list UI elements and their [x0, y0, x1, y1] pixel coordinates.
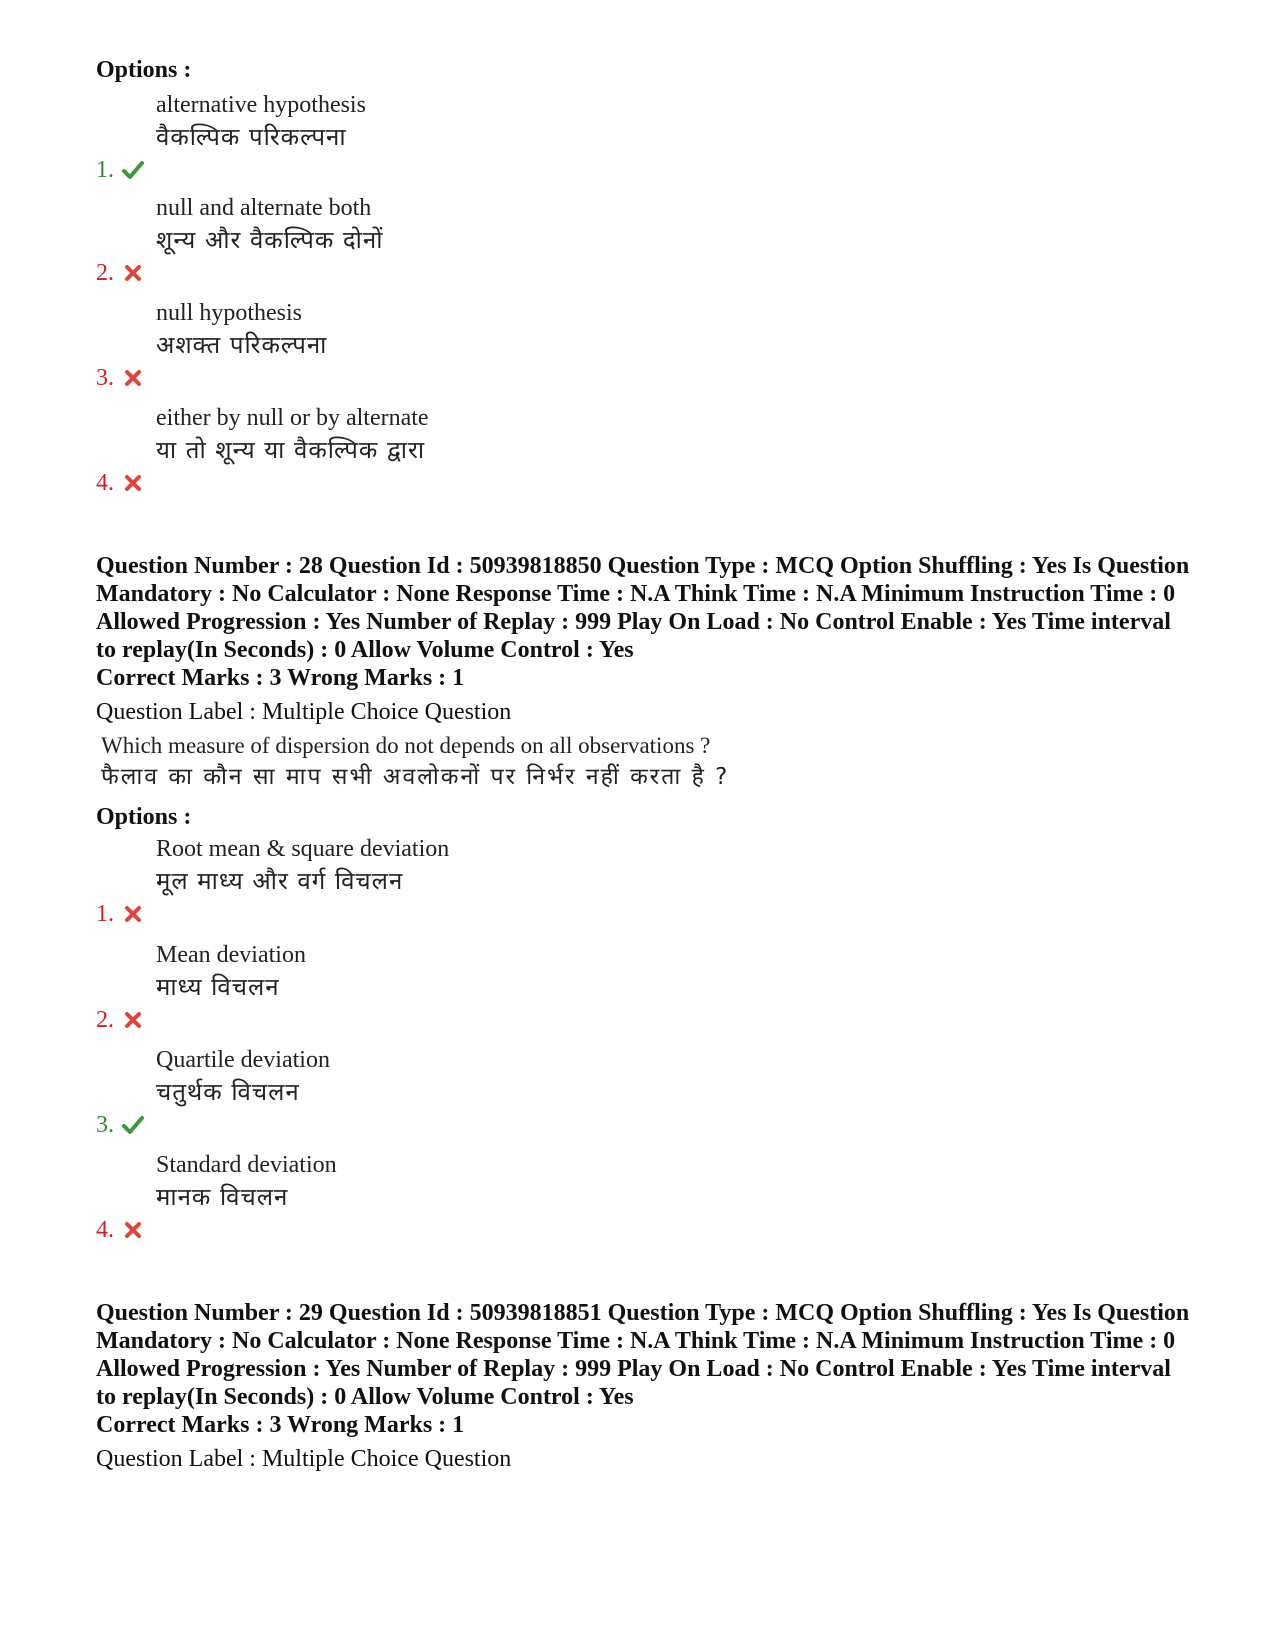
- check-icon: [122, 160, 144, 180]
- option-text-en: either by null or by alternate: [156, 405, 429, 431]
- option-text-hi: या तो शून्य या वैकल्पिक द्वारा: [156, 436, 426, 464]
- question-text-en: Which measure of dispersion do not depends on all observations ?: [101, 733, 711, 758]
- question-text-hi: फैलाव का कौन सा माप सभी अवलोकनों पर निर्भर नहीं करता है ?: [101, 764, 730, 790]
- question-meta: Question Number : 29 Question Id : 50939818851 Question Type : MCQ Option Shuffling : Yes Is Question Mandatory : No Calculator : None Response Time : N.A Think Time : N.A Minimum Instruction Time : 0 Allowed Progression : Yes Number of Replay : 999 Play On Load : No Control Enable : Yes Time interval to replay(In Seconds) : 0 Allow Volume Control : Yes: [96, 1300, 1190, 1410]
- option-4: [96, 403, 796, 499]
- option-2: [96, 940, 796, 1036]
- cross-icon: [122, 1010, 144, 1030]
- option-number: 3.: [96, 365, 114, 391]
- option-text-en: null hypothesis: [156, 300, 303, 326]
- check-icon: [122, 1115, 144, 1135]
- option-text-hi: चतुर्थक विचलन: [156, 1078, 300, 1106]
- option-number: 1.: [96, 901, 114, 927]
- option-number: 4.: [96, 1217, 114, 1243]
- option-text-hi: वैकल्पिक परिकल्पना: [156, 123, 347, 151]
- option-text-hi: मूल माध्य और वर्ग विचलन: [156, 867, 404, 895]
- option-text-en: Standard deviation: [156, 1152, 337, 1178]
- option-text-en: Root mean & square deviation: [156, 836, 450, 862]
- question-label: Question Label : Multiple Choice Question: [96, 699, 512, 725]
- option-1: [96, 90, 796, 186]
- option-3: [96, 298, 796, 394]
- option-number: 4.: [96, 470, 114, 496]
- option-text-hi: अशक्त परिकल्पना: [156, 331, 328, 359]
- option-text-hi: माध्य विचलन: [156, 973, 280, 1001]
- option-2: [96, 193, 796, 289]
- option-number: 1.: [96, 157, 114, 183]
- option-text-en: Mean deviation: [156, 942, 306, 968]
- question-meta: Question Number : 28 Question Id : 50939818850 Question Type : MCQ Option Shuffling : Yes Is Question Mandatory : No Calculator : None Response Time : N.A Think Time : N.A Minimum Instruction Time : 0 Allowed Progression : Yes Number of Replay : 999 Play On Load : No Control Enable : Yes Time interval to replay(In Seconds) : 0 Allow Volume Control : Yes: [96, 553, 1190, 663]
- question-label: Question Label : Multiple Choice Question: [96, 1446, 512, 1472]
- option-3: [96, 1045, 796, 1141]
- option-number: 2.: [96, 260, 114, 286]
- cross-icon: [122, 368, 144, 388]
- question-marks: Correct Marks : 3 Wrong Marks : 1: [96, 665, 465, 691]
- cross-icon: [122, 904, 144, 924]
- option-number: 3.: [96, 1112, 114, 1138]
- option-1: [96, 834, 796, 930]
- option-text-en: Quartile deviation: [156, 1047, 330, 1073]
- option-text-hi: मानक विचलन: [156, 1183, 289, 1211]
- option-number: 2.: [96, 1007, 114, 1033]
- cross-icon: [122, 473, 144, 493]
- cross-icon: [122, 1220, 144, 1240]
- option-text-en: null and alternate both: [156, 195, 372, 221]
- option-4: [96, 1150, 796, 1246]
- options-heading: Options :: [96, 57, 192, 83]
- cross-icon: [122, 263, 144, 283]
- option-text-hi: शून्य और वैकल्पिक दोनों: [156, 226, 384, 254]
- option-text-en: alternative hypothesis: [156, 92, 366, 118]
- question-marks: Correct Marks : 3 Wrong Marks : 1: [96, 1412, 465, 1438]
- options-heading: Options :: [96, 804, 192, 830]
